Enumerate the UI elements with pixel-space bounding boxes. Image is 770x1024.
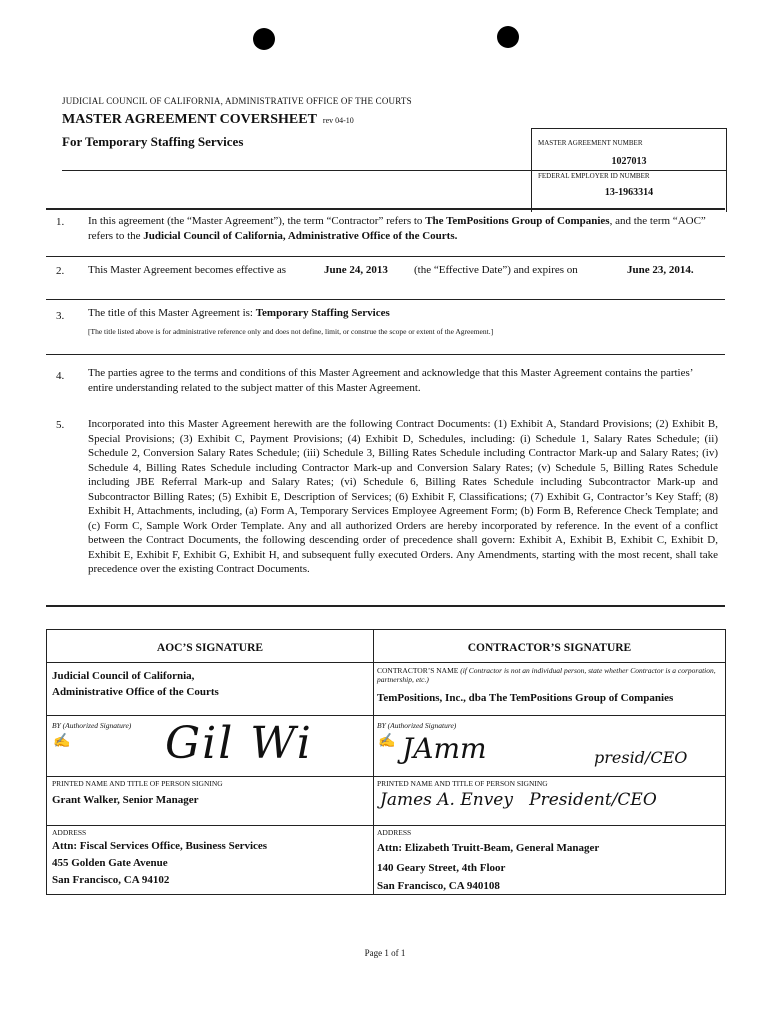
expiration-date: June 23, 2014. [627, 264, 694, 276]
section-5-text: Incorporated into this Master Agreement herewith are the following Contract Documents: (1) Exhibit A, Standard Provisions; (2) Exhibit B, Special Provisions; (3) Exhibit C, Payment Provisions; (4) Exhibit D, Schedules, including: (i) Schedule 1, Salary Rates Schedule; (ii) Schedule 2, Conversion Salary Rates Schedule; (iii) Schedule 3, Billing Rates Schedule including Contractor Mark-up and Salary Rates; (iv) Schedule 4, Billing Rates Schedule including Contractor Mark-up and Conversion Salary Rates; (v) Schedule 5, Billing Rates Schedule including JBE Referral Mark-up and Salary Rates; (vi) Schedule 6, Billing Rates Schedule including Subcontractor Mark-up and Subcontractor Billing Rates; (5) Exhibit E, Description of Services; (6) Exhibit F, Classifications; (7) Exhibit G, Contractor’s Key Staff; (8) Exhibit H, Attachments, including, (a) Form A, Temporary Services Employee Agreement Form; (b) Form B, Reference Check Template; and (c) Form C, Sample Work Order Template. Any and all authorized Orders are hereby incorporated by reference. In the event of a conflict between the Contract Documents, the following descending order of precedence shall govern: Exhibit A, Exhibit B, Exhibit C, Exhibit D, Exhibit E, Exhibit F, Exhibit G, Exhibit H, and subsequent fully executed Orders. Any Amendments, starting with the most recent, shall take precedence over the existing Contract Documents. [88, 418, 718, 575]
rule-2 [46, 299, 725, 300]
header-rule-bottom [46, 208, 725, 210]
page-number: Page 1 of 1 [364, 948, 406, 958]
contractor-divider-1 [374, 715, 725, 716]
section-2-text-a: This Master Agreement becomes effective as [88, 264, 287, 276]
rule-3 [46, 354, 725, 355]
aoc-address-label: ADDRESS [52, 828, 87, 837]
aoc-address-line2: 455 Golden Gate Avenue [52, 857, 168, 869]
page-subtitle: For Temporary Staffing Services [62, 134, 244, 149]
contractor-name-label [377, 666, 722, 684]
agreement-title: Temporary Staffing Services [255, 307, 390, 319]
contractor-name-note: (if Contractor is not an individual person, state whether Contractor is a corporation, partnership, etc.) [377, 666, 716, 684]
agreement-number-label: MASTER AGREEMENT NUMBER [538, 139, 643, 147]
agreement-number-value: 1027013 [611, 156, 647, 167]
revision: rev 04-10 [322, 116, 354, 125]
signature-table [46, 629, 726, 895]
fein-value: 13-1963314 [604, 187, 654, 198]
contractor-column [374, 630, 725, 894]
punch-hole-left [253, 28, 275, 50]
contractor-divider-2 [374, 776, 725, 777]
contractor-signature-title: presid/CEO [594, 748, 688, 767]
aoc-column [47, 630, 374, 894]
contractor-address-line1: Attn: Elizabeth Truitt-Beam, General Manager [377, 842, 600, 854]
aoc-divider-1 [47, 715, 373, 716]
s3-part-a: The title of this Master Agreement is: [88, 307, 256, 319]
aoc-heading: AOC’S SIGNATURE [47, 630, 373, 663]
contractor-name-label-text: CONTRACTOR’S NAME [377, 666, 459, 675]
contractor-divider-3 [374, 825, 725, 826]
page-title [62, 112, 354, 128]
rule-1 [46, 256, 725, 257]
sign-here-icon: ✍ [53, 734, 71, 749]
aoc-printed-value: Grant Walker, Senior Manager [52, 794, 199, 806]
header-rule [62, 170, 531, 171]
punch-hole-right [497, 26, 519, 48]
sign-here-icon: ✍ [378, 734, 396, 749]
aoc-printed-label: PRINTED NAME AND TITLE OF PERSON SIGNING [52, 779, 223, 788]
aoc-name-line1: Judicial Council of California, [52, 670, 195, 682]
contractor-address-line3: San Francisco, CA 940108 [377, 880, 500, 892]
section-5-number: 5. [56, 419, 65, 431]
section-3-note: [The title listed above is for administrative reference only and does not define, limit, or construe the scope or extent of the Agreement.] [88, 327, 494, 336]
section-1-text [88, 214, 713, 243]
section-3-text [88, 306, 390, 321]
title-text: MASTER AGREEMENT COVERSHEET [62, 112, 317, 127]
section-4-text: The parties agree to the terms and conditions of this Master Agreement and acknowledge that this Master Agreement contains the parties’ entire understanding related to the subject matter of this Master Agreement. [88, 367, 693, 394]
aoc-divider-3 [47, 825, 373, 826]
agreement-number-box [531, 128, 727, 212]
contractor-heading: CONTRACTOR’S SIGNATURE [374, 630, 725, 663]
aoc-name-line2: Administrative Office of the Courts [52, 686, 219, 698]
org-name: JUDICIAL COUNCIL OF CALIFORNIA, ADMINISTRATIVE OFFICE OF THE COURTS [62, 96, 412, 106]
section-1-number: 1. [56, 216, 65, 228]
s1-part-a: In this agreement (the “Master Agreement”), the term “Contractor” refers to [88, 215, 426, 227]
contractor-address-label: ADDRESS [377, 828, 412, 837]
contractor-by-label: BY (Authorized Signature) [377, 721, 457, 730]
section-4-number: 4. [56, 370, 65, 382]
aoc-address-line1: Attn: Fiscal Services Office, Business Services [52, 840, 268, 852]
rule-5 [46, 605, 725, 607]
aoc-signature: Gil Wi [165, 718, 313, 769]
section-2-text-b: (the “Effective Date”) and expires on [414, 264, 578, 276]
s1-aoc: Judicial Council of California, Administrative Office of the Courts. [143, 229, 458, 242]
contractor-printed-label: PRINTED NAME AND TITLE OF PERSON SIGNING [377, 779, 548, 788]
contractor-printed-value: James A. Envey President/CEO [380, 790, 657, 810]
effective-date: June 24, 2013 [324, 264, 388, 276]
fein-label: FEDERAL EMPLOYER ID NUMBER [538, 172, 650, 180]
divider [532, 170, 726, 171]
section-3-number: 3. [56, 310, 65, 322]
s1-contractor: The TemPositions Group of Companies [425, 215, 610, 227]
aoc-divider-2 [47, 776, 373, 777]
aoc-address-line3: San Francisco, CA 94102 [52, 874, 170, 886]
contractor-signature: JAmm [402, 732, 487, 765]
s1-part-c: , and the term “AOC” refers to the [88, 215, 706, 242]
contractor-address-line2: 140 Geary Street, 4th Floor [377, 862, 506, 874]
section-2-number: 2. [56, 265, 65, 277]
contractor-name-value: TemPositions, Inc., dba The TemPositions Group of Companies [377, 692, 674, 704]
aoc-by-label: BY (Authorized Signature) [52, 721, 132, 730]
